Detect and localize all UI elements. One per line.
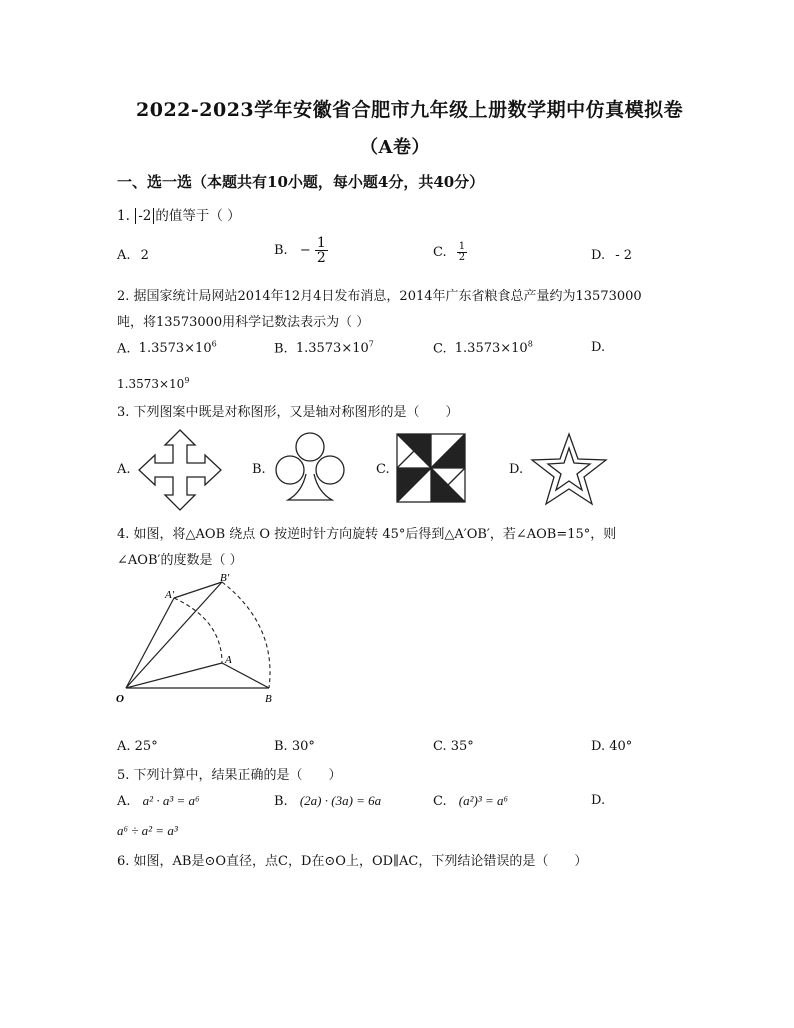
question-4-line-1: 4. 如图，将△AOB 绕点 O 按逆时针方向旋转 45°后得到△A′OB′，若∠AOB=15°，则 [117,527,617,542]
q5-d-label: D. [591,793,606,808]
q1-c-denominator: 2 [458,252,466,263]
q4-option-b: B. 30° [274,739,315,754]
q2-option-d-value [117,376,189,391]
club-figure [272,430,348,506]
q5-option-c [433,793,508,809]
q1-b-sign: − [299,243,311,258]
question-4-line-2: ∠AOB′的度数是（ ） [117,553,243,568]
q2-c-exp: 8 [527,340,533,349]
q2-c-label: C. [433,341,447,357]
q5-a-label: A. [117,794,131,809]
question-6: 6. 如图，AB是⊙O直径，点C，D在⊙O上，OD∥AC，下列结论错误的是（ ） [117,854,588,869]
q5-c-expr: (a²)³ = a⁶ [458,793,509,808]
q4-option-a: A. 25° [117,739,158,754]
point-a-prime-label: A′ [165,589,175,601]
question-1 [117,204,241,224]
point-b-prime-label: B′ [220,572,230,584]
q2-option-a [117,340,217,356]
q2-d-exp: 9 [184,376,190,385]
q5-a-expr: a² · a³ = a⁶ [142,793,200,808]
q5-d-expr: a⁶ ÷ a² = a³ [117,823,178,838]
q3-b-label: B. [252,462,266,477]
q5-c-label: C. [433,794,447,809]
q2-c-base: 1.3573×10 [454,341,528,357]
q2-b-label: B. [274,341,288,357]
q3-c-label: C. [376,462,390,477]
point-o-label: O [116,693,124,705]
q1-c-fraction [457,242,467,263]
q2-b-exp: 7 [368,340,374,349]
q1-number: 1. [117,208,130,224]
section-header: 一、选一选（本题共有10小题，每小题4分，共40分） [117,173,485,191]
q1-a-label: A. [117,248,131,263]
q5-b-label: B. [274,794,288,809]
q2-b-value [296,341,374,356]
pinwheel-figure [395,432,467,504]
q1-option-b [274,236,328,265]
four-arrows-outline [139,430,221,510]
q2-d-base: 1.3573×10 [117,377,185,391]
q1-b-label: B. [274,243,288,258]
q1-b-numerator: 1 [316,235,326,251]
q5-b-expr: (2a) · (3a) = 6a [299,793,382,808]
page-title: 2022-2023学年安徽省合肥市九年级上册数学期中仿真模拟卷 [136,99,684,121]
page-subtitle: （A卷） [360,137,430,158]
q1-c-label: C. [433,245,447,260]
question-3: 3. 下列图案中既是对称图形，又是轴对称图形的是（ ） [117,405,459,420]
q2-a-base: 1.3573×10 [138,341,212,357]
star-outline [532,434,606,504]
question-2-line-1: 2. 据国家统计局网站2014年12月4日发布消息，2014年广东省粮食总产量约为13573000 [117,289,642,304]
pinwheel-fill [397,434,465,502]
q3-d-label: D. [509,462,524,477]
q4-option-c: C. 35° [433,739,474,754]
star-figure [530,432,608,506]
q4-option-d: D. 40° [591,739,633,754]
q1-a-value: 2 [140,248,149,263]
point-a-label: A [225,654,232,666]
q5-option-a [117,793,200,809]
q1-d-value: - 2 [615,248,633,263]
q2-a-label: A. [117,341,131,357]
q2-option-d-label: D. [591,340,606,355]
q1-abs-expr [135,208,154,224]
four-arrows-figure [137,428,223,512]
q1-c-numerator: 1 [458,241,466,252]
q3-a-label: A. [117,462,131,477]
q2-a-exp: 6 [211,340,217,349]
q1-d-label: D. [591,248,606,263]
q2-option-c [433,340,533,356]
q1-option-c [433,242,467,263]
question-2-line-2: 吨，将13573000用科学记数法表示为（ ） [117,315,370,330]
rotation-figure [112,570,292,710]
club-outline [276,433,344,500]
q2-a-value [139,341,217,356]
q5-option-b [274,793,381,809]
q1-stem: 的值等于（ ） [155,208,241,224]
q2-c-value [455,341,533,356]
question-5: 5. 下列计算中，结果正确的是（ ） [117,768,342,783]
q2-option-b [274,340,374,356]
q1-abs-inner: -2 [138,208,152,224]
q1-option-d [591,248,632,263]
q1-b-fraction [315,236,328,265]
triangle-lines [126,582,269,688]
q2-b-base: 1.3573×10 [295,341,369,357]
q1-b-denominator: 2 [316,250,326,266]
point-b-label: B [265,693,272,705]
q1-option-a [117,248,149,263]
